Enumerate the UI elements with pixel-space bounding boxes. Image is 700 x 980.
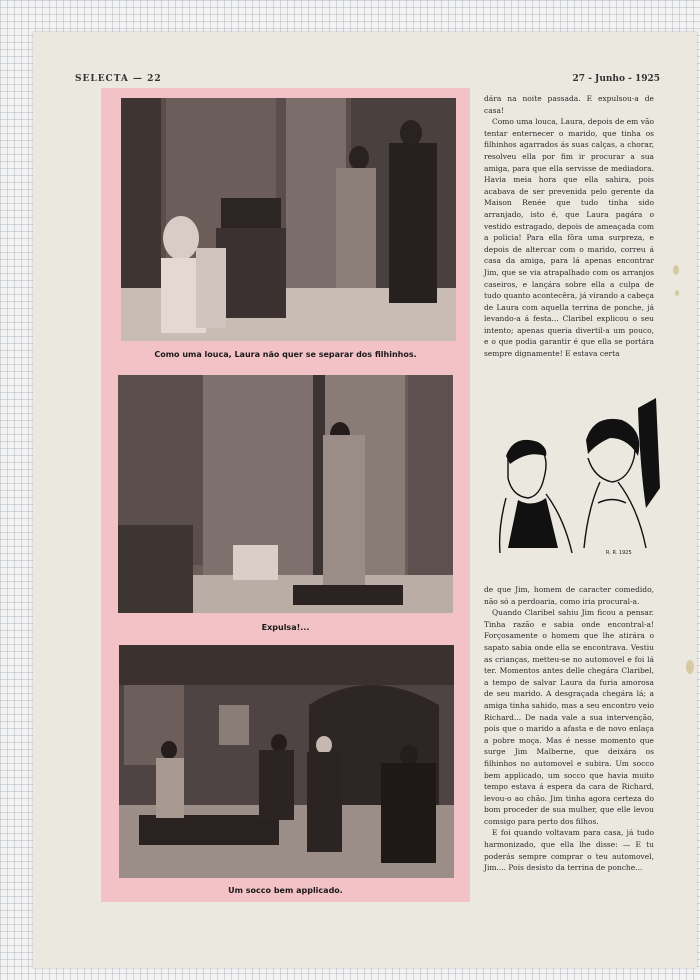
paragraph: Quando Claribel sahiu Jim ficou a pensar. Tinha razão e sabia onde encontral-a! Forçosamente o homem que lhe atirára o sapato sabia onde ella se encontrava. Vestiu as crianças, metteu-se no automovel e foi lá ter. Momentos antes delle chegára Claribel, a tempo de salvar Laura da furia amorosa de seu marido. A desgraçada chegára lá; a amiga tinha sahido, mas a seu encontro veio Richard... De nada vale a sua intervenção, pois que o marido a afasta e de novo enlaça a pobre moça. Mas é nesse momento que surge Jim Malberne, que deixára os filhinhos no automovel e subira. Um socco bem applicado, um socco que havia muito tempo estava á espera da cara de Richard, levou-o ao chão. Jim tinha agora certeza do bom proceder de sua mulher, que elle levou comsigo para perto dos filhos. (484, 608, 654, 826)
story-text-top (484, 93, 654, 360)
page-header (75, 74, 660, 88)
header-magazine-page-number: SELECTA — 22 (75, 74, 162, 84)
paragraph: E foi quando voltavam para casa, já tudo harmonizado, que ella lhe disse: — E tu poderás sempre comprar o teu automovel, Jim.... Pois desisto da terrina de ponche... (484, 828, 654, 873)
header-date: 27 - Junho - 1925 (572, 74, 660, 84)
photo-expulsa (118, 375, 453, 613)
story-text-bottom (484, 584, 654, 874)
paragraph: de que Jim, homem de caracter comedido, não só a perdoaria, como iria procural-a. (484, 585, 654, 606)
paragraph: dára na noite passada. E expulsou-a de casa! (484, 94, 654, 115)
caption-photo-2: Expulsa!... (261, 623, 310, 632)
paper-stain (675, 290, 679, 296)
photo-laura-children (121, 98, 456, 341)
illustration-couple-sketch (488, 398, 660, 558)
paper-stain (673, 265, 679, 275)
caption-photo-3: Um socco bem applicado. (228, 886, 343, 895)
illustration-signature: R. R. 1925 (606, 550, 632, 556)
photo-socco (119, 645, 454, 878)
paragraph: Como uma louca, Laura, depois de em vão tentar enternecer o marido, que tinha os filhinhos agarrados ás suas calças, a chorar, resolveu ella por fim ir procurar a sua amiga, para que ella servisse de mediadora. Havia meia hora que ella sahira, pois acabava de ser prevenida pelo gerente da Maison Renée que tudo tinha sido arranjado, isto é, que Laura pagára o vestido estragado, depois de ameaçada com a policia! Para ella fôra uma surpreza, e depois de altercar com o marido, correu á casa da amiga, para lá apenas encontrar Jim, que se via atrapalhado com os arranjos caseiros, e lançára sobre ella a culpa de tudo quanto acontecêra, já virando a cabeça de Laura com aquella terrina de ponche, já levando-a á festa... Claribel explicou o seu intento; apenas queria divertil-a um pouco, e o que podia garantir é que ella se portára sempre dignamente! E estava certa (484, 117, 654, 359)
paper-stain (686, 660, 694, 674)
caption-photo-1: Como uma louca, Laura não quer se separar dos filhinhos. (154, 350, 417, 359)
